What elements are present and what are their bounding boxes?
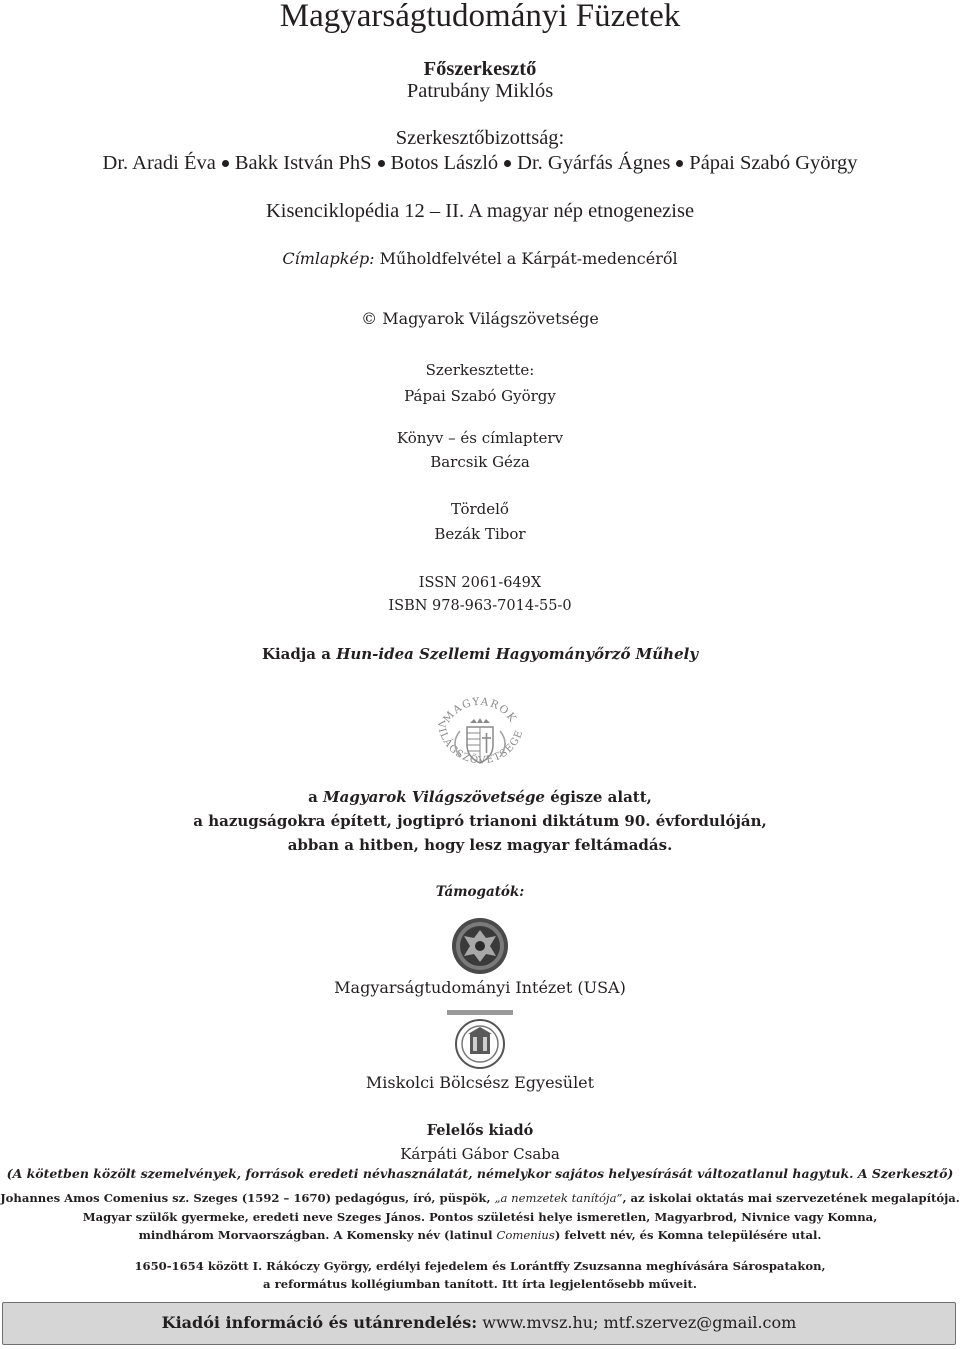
- footer-value: www.mvsz.hu; mtf.szervez@gmail.com: [477, 1313, 797, 1332]
- responsible-label: Felelős kiadó: [426, 1122, 534, 1139]
- footer-label: Kiadói információ és utánrendelés:: [161, 1313, 478, 1332]
- bullet-icon: [378, 160, 385, 167]
- chief-editor-name: Patrubány Miklós: [406, 80, 554, 102]
- board-members: [0, 152, 960, 175]
- board-member: Pápai Szabó György: [689, 152, 858, 174]
- issn: ISSN 2061-649X: [418, 575, 542, 591]
- edited-name: Pápai Szabó György: [404, 387, 556, 405]
- design-name: Barcsik Géza: [430, 453, 530, 471]
- dedication-org: Magyarok Világszövetsége: [323, 788, 545, 806]
- series-title: Magyarságtudományi Füzetek: [279, 0, 681, 34]
- edited-label: Szerkesztette:: [425, 361, 535, 379]
- cover-credit: [0, 249, 960, 268]
- dedication-prefix: a: [308, 788, 324, 806]
- cover-label: Címlapkép:: [282, 249, 375, 268]
- logo-text-top: MAGYAROK: [441, 695, 520, 726]
- comenius-line-5: a református kollégiumban tanított. Itt írta legjelentősebb műveit.: [263, 1277, 697, 1291]
- board-member: Dr. Gyárfás Ágnes: [517, 152, 671, 174]
- supporter-bolcsesz: Miskolci Bölcsész Egyesület: [365, 1073, 595, 1092]
- dedication-line-1: [0, 786, 960, 808]
- comenius-line-1: [0, 1191, 960, 1205]
- chief-editor-label: Főszerkesztő: [423, 58, 537, 80]
- board-label: Szerkesztőbizottság:: [395, 127, 565, 149]
- layout-label: Tördelő: [451, 500, 509, 518]
- publisher-name: Hun-idea Szellemi Hagyományőrző Műhely: [336, 645, 699, 663]
- comenius-line-2: Magyar szülők gyermeke, eredeti neve Szeges János. Pontos születési helye ismeretlen, Magyarbrod, Nivnice vagy Komna,: [82, 1210, 878, 1224]
- publisher: [0, 645, 960, 663]
- bullet-icon: [676, 160, 683, 167]
- dedication-line-3: abban a hitben, hogy lesz magyar feltámadás.: [287, 836, 673, 854]
- comenius-l1a: Johannes Amos Comenius sz. Szeges (1592 – 1670) pedagógus, író, püspök,: [0, 1191, 495, 1205]
- board-member: Dr. Aradi Éva: [102, 152, 216, 174]
- logo-text-bottom: VILÁGSZÖVETSÉGE: [434, 719, 526, 767]
- cover-text: Műholdfelvétel a Kárpát-medencéről: [374, 249, 678, 268]
- comenius-line-3: [0, 1228, 960, 1242]
- dedication-line-2: a hazugságokra épített, jogtipró trianoni diktátum 90. évfordulóján,: [193, 812, 767, 830]
- comenius-l1b: „a nemzetek tanítója”: [494, 1191, 623, 1205]
- board-member: Botos László: [390, 152, 499, 174]
- isbn: ISBN 978-963-7014-55-0: [388, 598, 572, 614]
- board-member: Bakk István PhS: [234, 152, 372, 174]
- comenius-l3b: Comenius: [496, 1228, 555, 1242]
- supporters-label: Támogatók:: [435, 884, 525, 900]
- footer-box: [2, 1302, 956, 1345]
- bolcsesz-logo: [0, 1008, 960, 1072]
- comenius-l3c: ) felvett név, és Komna településére utal.: [554, 1228, 822, 1242]
- volume-title: Kisenciklopédia 12 – II. A magyar nép etnogenezise: [265, 200, 695, 222]
- responsible-name: Kárpáti Gábor Csaba: [400, 1145, 560, 1163]
- dedication-line1-rest: égisze alatt,: [544, 788, 652, 806]
- comenius-line-4: 1650-1654 között I. Rákóczy György, erdélyi fejedelem és Lorántffy Zsuzsanna meghívására Sárospatakon,: [134, 1259, 826, 1273]
- mvsz-emblem-icon: [430, 693, 530, 785]
- seal-icon: [450, 916, 510, 976]
- copyright: © Magyarok Világszövetsége: [361, 309, 599, 328]
- design-label: Könyv – és címlapterv: [396, 429, 564, 447]
- bullet-icon: [222, 160, 229, 167]
- mvsz-logo: [0, 693, 960, 785]
- footer-text: [3, 1313, 955, 1332]
- comenius-l3a: mindhárom Morvaországban. A Komensky név (latinul: [138, 1228, 497, 1242]
- disclaimer: (A kötetben közölt szemelvények, források eredeti névhasználatát, némelykor sajátos helyesírását változatlanul hagytuk. A Szerkesztő): [6, 1166, 954, 1181]
- bolcsesz-seal-icon: [443, 1008, 517, 1072]
- institute-logo: [0, 916, 960, 976]
- publisher-prefix: Kiadja a: [261, 645, 337, 663]
- supporter-institute: Magyarságtudományi Intézet (USA): [334, 978, 626, 997]
- comenius-l1c: , az iskolai oktatás mai szervezetének megalapítója.: [622, 1191, 960, 1205]
- bullet-icon: [504, 160, 511, 167]
- layout-name: Bezák Tibor: [434, 525, 526, 543]
